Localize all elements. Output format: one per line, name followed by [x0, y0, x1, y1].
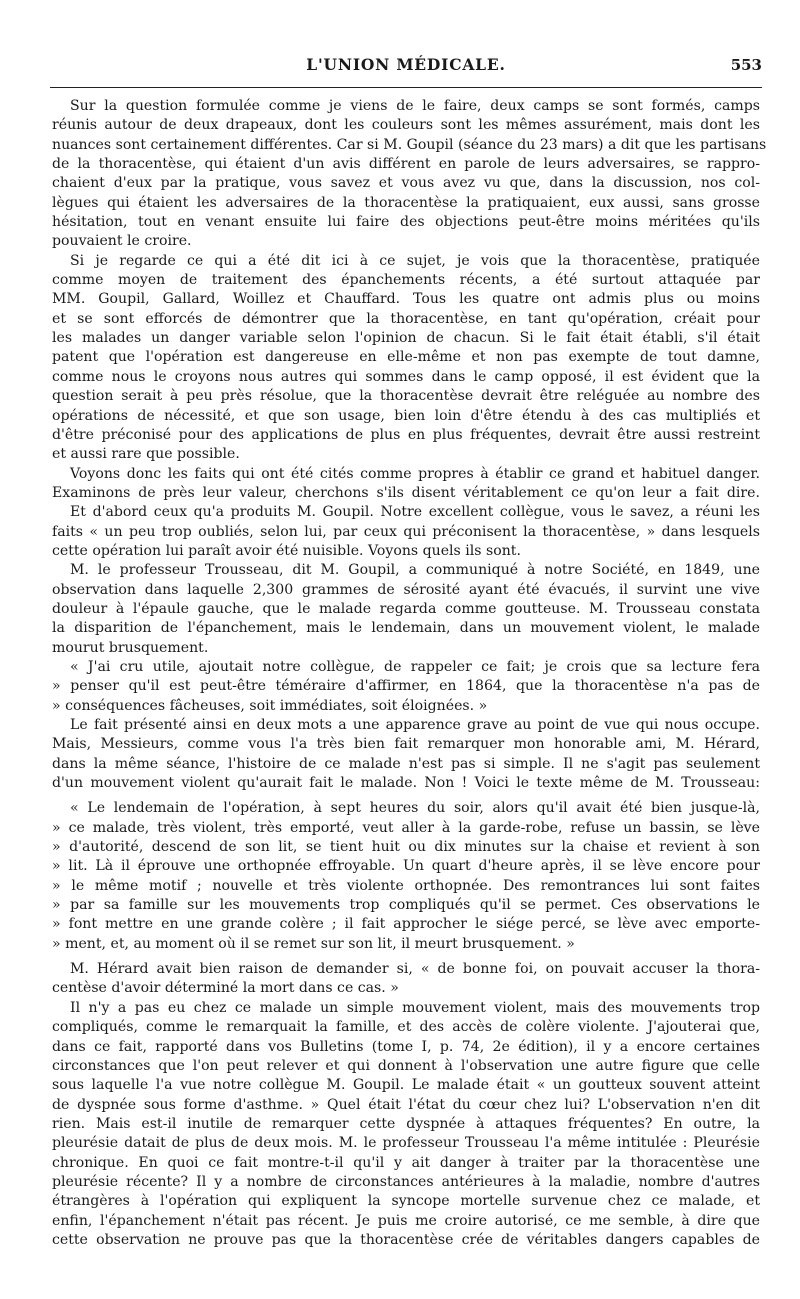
text-line: comme moyen de traitement des épanchements récents, a été surtout attaquée par — [52, 272, 760, 289]
text-line: nuances sont certainement différentes. Car si M. Goupil (séance du 23 mars) a dit que les partisans — [52, 136, 767, 153]
text-line: enfin, l'épanchement n'était pas récent. Je puis me croire autorisé, ce me semble, à dire que — [52, 1212, 760, 1229]
text-line: Mais, Messieurs, comme vous l'a très bien fait remarquer mon honorable ami, M. Hérard, — [52, 736, 760, 753]
quote-line: « Le lendemain de l'opération, à sept heures du soir, alors qu'il avait été bien jusque-là, — [70, 800, 760, 817]
text-line: Le fait présenté ainsi en deux mots a une apparence grave au point de vue qui nous occupe. — [70, 717, 760, 733]
text-line: les malades un danger variable selon l'opinion de chacun. Si le fait était établi, s'il était — [52, 330, 760, 347]
quote-line: » font mettre en une grande colère ; il fait approcher le siége percé, se lève avec emporte- — [52, 916, 760, 933]
text-line: Si je regarde ce qui a été dit ici à ce sujet, je vois que la thoracentèse, pratiquée — [70, 252, 760, 269]
quote-line: » ment, et, au moment où il se remet sur son lit, il meurt brusquement. » — [52, 935, 575, 952]
quote-line: « J'ai cru utile, ajoutait notre collègue, de rappeler ce fait; je crois que sa lecture fera — [70, 658, 760, 675]
text-line: observation dans laquelle 2,300 grammes de sérosité ayant été évacués, il survint une vive — [52, 581, 760, 598]
text-line: réunis autour de deux drapeaux, dont les couleurs sont les mêmes assurément, mais dont les — [52, 117, 760, 134]
quote-line: » ce malade, très violent, très emporté, veut aller à la garde-robe, refuse un bassin, se lève — [52, 819, 760, 836]
text-line: Et d'abord ceux qu'a produits M. Goupil. Notre excellent collègue, vous le savez, a réuni les — [70, 504, 760, 521]
text-line: centèse d'avoir déterminé la mort dans ce cas. » — [52, 980, 399, 997]
text-line: étrangères à l'opération qui expliquent la syncope mortelle survenue chez ce malade, et — [52, 1193, 760, 1210]
text-line: opérations de nécessité, et que son usage, bien loin d'être étendu à des cas multipliés et — [52, 407, 760, 424]
text-line: M. le professeur Trousseau, dit M. Goupil, a communiqué à notre Société, en 1849, une — [70, 562, 760, 579]
text-line: pleurésie datait de plus de deux mois. M. le professeur Trousseau l'a même intitulée : Pleurésie — [52, 1135, 760, 1152]
text-line: d'être préconisé pour des applications de plus en plus fréquentes, devrait être aussi restreint — [52, 426, 760, 443]
text-line: cette observation ne prouve pas que la thoracentèse crée de véritables dangers capables de — [52, 1231, 760, 1248]
text-line: de la thoracentèse, qui étaient d'un avis différent en parole de leurs adversaires, se rappro- — [52, 156, 760, 173]
text-line: de dyspnée sous forme d'asthme. » Quel était l'état du cœur chez lui? L'observation n'en dit — [52, 1096, 760, 1113]
text-line: pleurésie récente? Il y a nombre de circonstances antérieures à la maladie, nombre d'autres — [52, 1173, 760, 1190]
text-line: faits « un peu trop oubliés, selon lui, par ceux qui préconisent la thoracentèse, » dans lesquels — [52, 523, 760, 540]
text-line: rien. Mais est-il inutile de remarquer cette dyspnée à attaques fréquentes? En outre, la — [52, 1115, 760, 1132]
text-line: circonstances que l'on peut relever et qui donnent à l'observation une autre figure que celle — [52, 1057, 760, 1074]
quote-line: » lit. Là il éprouve une orthopnée effroyable. Un quart d'heure après, il se lève encore pour — [52, 858, 760, 875]
text-line: sous laquelle l'a vue notre collègue M. Goupil. Le malade était « un goutteux souvent atteint — [52, 1077, 760, 1094]
journal-title: L'UNION MÉDICALE. — [306, 55, 506, 74]
text-line: Examinons de près leur valeur, cherchons s'ils disent véritablement ce qu'on leur a fait dire. — [52, 484, 760, 501]
text-line: MM. Goupil, Gallard, Woillez et Chauffard. Tous les quatre ont admis plus ou moins — [52, 291, 760, 308]
text-line: M. Hérard avait bien raison de demander si, « de bonne foi, on pouvait accuser la thora- — [70, 961, 760, 978]
text-line: d'un mouvement violent qu'aurait fait le malade. Non ! Voici le texte même de M. Trousseau: — [52, 775, 760, 792]
text-line: question serait à peu près résolue, que la thoracentèse devrait être reléguée au nombre des — [52, 388, 760, 405]
running-header — [50, 55, 762, 81]
header-rule — [50, 87, 762, 88]
quote-line: » par sa famille sur les mouvements trop compliqués qu'il se permet. Ces observations le — [52, 897, 760, 914]
text-line: lègues qui étaient les adversaires de la thoracentèse la pratiquaient, eux aussi, sans grosse — [52, 194, 760, 211]
text-line: dans ce fait, rapporté dans vos Bulletins (tome I, p. 74, 2e édition), il y a encore certaines — [52, 1038, 760, 1055]
text-line: et aussi rare que possible. — [52, 446, 240, 463]
quote-line: » le même motif ; nouvelle et très violente orthopnée. Des remontrances lui sont faites — [52, 877, 760, 894]
quote-line: » conséquences fâcheuses, soit immédiates, soit éloignées. » — [52, 697, 488, 714]
text-line: hésitation, tout en venant ensuite lui faire des objections peut-être moins méritées qu'ils — [52, 214, 760, 231]
text-line: mourut brusquement. — [52, 639, 209, 656]
text-line: chronique. En quoi ce fait montre-t-il qu'il y ait danger à traiter par la thoracentèse une — [52, 1154, 760, 1171]
text-line: la disparition de l'épanchement, mais le lendemain, dans un mouvement violent, le malade — [52, 620, 760, 637]
article-body — [52, 97, 767, 1250]
text-line: cette opération lui paraît avoir été nuisible. Voyons quels ils sont. — [52, 542, 521, 559]
text-line: douleur à l'épaule gauche, que le malade regarda comme goutteuse. M. Trousseau constata — [52, 600, 760, 617]
text-line: chaient d'eux par la pratique, vous savez et vous avez vu que, dans la discussion, nos col- — [52, 175, 760, 192]
text-line: Sur la question formulée comme je viens de le faire, deux camps se sont formés, camps — [70, 98, 760, 114]
quote-line: » d'autorité, descend de son lit, se tient huit ou dix minutes sur la chaise et revient à son — [52, 839, 760, 856]
text-line: pouvaient le croire. — [52, 233, 192, 250]
text-line: et se sont efforcés de démontrer que la thoracentèse, en tant qu'opération, créait pour — [52, 310, 760, 327]
text-line: patent que l'opération est dangereuse en elle-même et non pas exempte de tout damne, — [52, 349, 760, 366]
text-line: compliqués, comme le remarquait la famille, et des accès de colère violente. J'ajouterai que, — [52, 1019, 760, 1036]
quote-line: » penser qu'il est peut-être téméraire d'affirmer, en 1864, que la thoracentèse n'a pas de — [52, 678, 760, 695]
text-line: comme nous le croyons nous autres qui sommes dans le camp opposé, il est évident que la — [52, 368, 760, 385]
text-line: Il n'y a pas eu chez ce malade un simple mouvement violent, mais des mouvements trop — [70, 999, 760, 1016]
page-number: 553 — [730, 56, 762, 74]
text-line: dans la même séance, l'histoire de ce malade n'est pas si simple. Il ne s'agit pas seulement — [52, 755, 760, 772]
text-line: Voyons donc les faits qui ont été cités comme propres à établir ce grand et habituel danger. — [70, 465, 760, 482]
